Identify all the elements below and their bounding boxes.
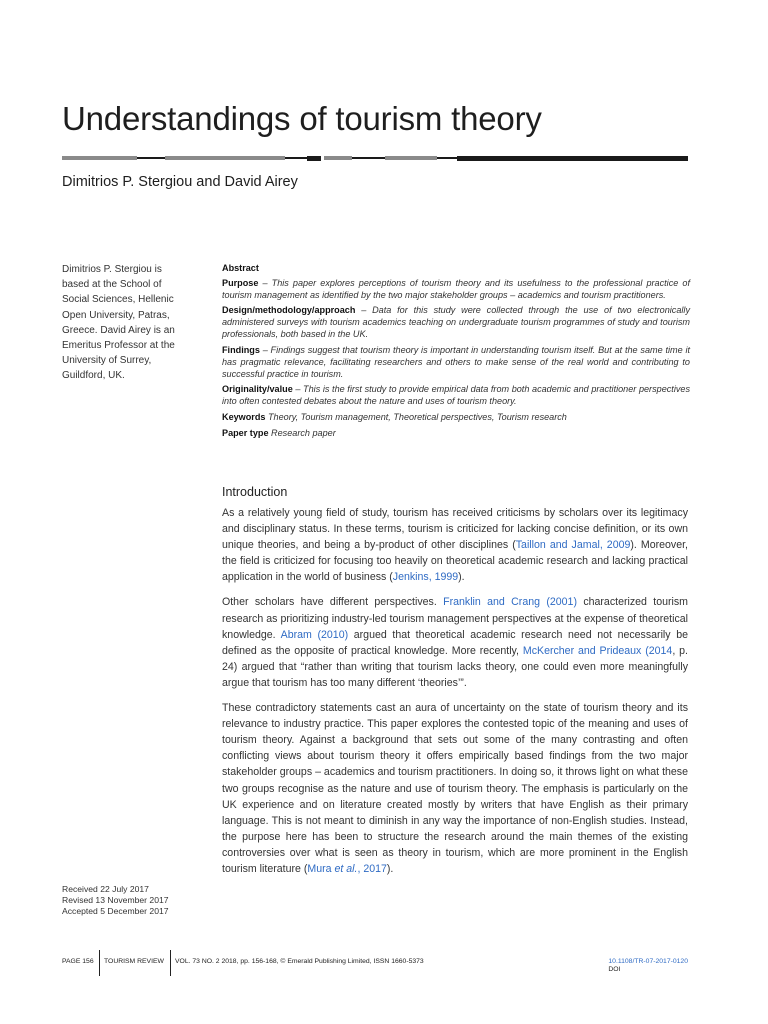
introduction-body [222, 505, 688, 886]
received-dates [62, 884, 202, 918]
citation-link[interactable]: Jenkins, 1999 [392, 571, 459, 584]
abstract-keywords: Keywords Theory, Tourism management, Theoretical perspectives, Tourism research [222, 412, 567, 423]
citation-link[interactable]: Mura et al., 2017 [307, 862, 387, 875]
abstract-paper-type: Paper type Research paper [222, 428, 336, 439]
citation-link[interactable]: Taillon and Jamal, 2009 [515, 539, 631, 552]
abstract-originality: Originality/value – This is the first study to provide empirical data from both academic and practitioner perspectives into often contested debates about the nature and uses of tourism theory. [222, 383, 690, 406]
intro-paragraph-3: These contradictory statements cast an aura of uncertainty on the state of tourism theory and its relevance to industry practice. This paper explores the contested topic of the meaning and uses of tourism theory. Against a background that sets out some of the many contrasting and often conflicting views about tourism theory it offers empirically based findings from the two major stakeholder groups – academics and tourism practitioners. In doing so, it throws light on what these two groups recognise as the nature and use of tourism theory. The emphasis is particularly on the UK experience and on literature created mostly by writers that have English as their primary language. This is not meant to diminish in any way the importance of non-English studies. Instead, the purpose here has been to structure the research around the main themes of the existing controversies over what is seen as theory in tourism, which are more prominent in the English tourism literature (Mura et al., 2017). [222, 702, 688, 875]
abstract-design: Design/methodology/approach – Data for this study were collected through the use of two electronically administered surveys with tourism academics teaching on undergraduate tourism programmes of study and tourism professionals, both based in the UK. [222, 305, 690, 340]
volume-info: VOL. 73 NO. 2 2018, pp. 156-168, © Emerald Publishing Limited, ISSN 1660-5373 [175, 958, 424, 965]
article-title: Understandings of tourism theory [62, 100, 542, 137]
author-affiliation: Dimitrios P. Stergiou is based at the School of Social Sciences, Hellenic Open University, Patras, Greece. David Airey is an Emeritus Professor at the University of Surrey, Guildford, UK. [62, 264, 175, 382]
accepted-date: Accepted 5 December 2017 [62, 906, 169, 917]
abstract-heading: Abstract [222, 263, 259, 273]
page-footer [62, 950, 688, 976]
abstract-findings: Findings – Findings suggest that tourism theory is important in understanding tourism itself. But at the same time it has pragmatic relevance, facilitating researchers and others to make sense of the real world and contributing to successful practice in tourism. [222, 344, 690, 379]
abstract-purpose: Purpose – This paper explores perceptions of tourism theory and its usefulness to the professional practice of tourism management as identified by the two major stakeholder groups – academics and tourism practitioners. [222, 278, 690, 301]
article-authors: Dimitrios P. Stergiou and David Airey [62, 174, 298, 190]
citation-link[interactable]: Abram (2010) [280, 628, 349, 641]
intro-paragraph-2: Other scholars have different perspectives. Franklin and Crang (2001) characterized tourism research as prioritizing industry-led tourism management perspectives at the expense of theoretical knowledge. Abram (2010) argued that theoretical academic research need not necessarily be defined as the opposite of practical knowledge. More recently, McKercher and Prideaux (2014, p. 24) argued that “rather than writing that tourism lacks theory, one could even more meaningfully argue that tourism has too many different ‘theories’”. [222, 596, 688, 689]
doi-link[interactable]: 10.1108/TR-07-2017-0120 [608, 958, 688, 965]
introduction-heading: Introduction [222, 485, 288, 499]
citation-link[interactable]: Franklin and Crang (2001) [443, 596, 577, 609]
citation-link[interactable]: McKercher and Prideaux (2014 [522, 644, 673, 657]
title-rule-decoration [62, 156, 688, 162]
doi: DOI 10.1108/TR-07-2017-0120 [608, 958, 688, 973]
page-number: PAGE 156 [62, 958, 94, 965]
revised-date: Revised 13 November 2017 [62, 895, 169, 906]
journal-name: TOURISM REVIEW [104, 958, 164, 965]
abstract [222, 262, 690, 442]
received-date: Received 22 July 2017 [62, 884, 149, 894]
intro-paragraph-1: As a relatively young field of study, tourism has received criticisms by scholars over its legitimacy and disciplinary status. In these terms, tourism is criticized for lacking concise definition, or its own unique theories, and being a by-product of other disciplines (Taillon and Jamal, 2009). Moreover, the field is criticized for focusing too heavily on theoretical academic research and lacking practical application in the world of business (Jenkins, 1999). [222, 507, 688, 584]
